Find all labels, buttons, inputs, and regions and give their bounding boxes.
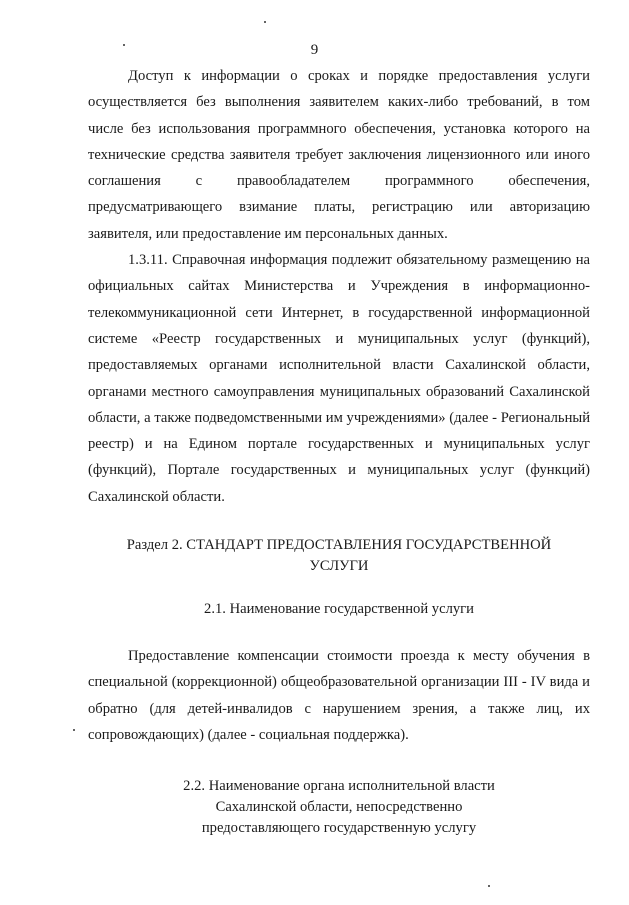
- scan-speck: [264, 21, 266, 23]
- page-number: 9: [310, 42, 319, 58]
- paragraph-access-info: Доступ к информации о сроках и порядке предоставления услуги осуществляется без выполнения заявителем каких-либо требований, в том числе без использования программного обеспечения, установка которого на технические средства заявителя требует заключения лицензионного или иного соглашения с правообладателем программного обеспечения, предусматривающего взимание платы, регистрацию или авторизацию заявителя, или предоставление им персональных данных.: [88, 68, 590, 242]
- section-2-heading: [88, 535, 590, 577]
- body-block-2: [88, 643, 590, 748]
- section-heading-line-1: Раздел 2. СТАНДАРТ ПРЕДОСТАВЛЕНИЯ ГОСУДАРСТВЕННОЙ: [126, 537, 552, 553]
- paragraph-1-3-11: 1.3.11. Справочная информация подлежит обязательному размещению на официальных сайтах Министерства и Учреждения в информационно-телекоммуникационной сети Интернет, в государственной информационной системе «Реестр государственных и муниципальных услуг (функций), предоставляемых органами исполнительной власти Сахалинской области, органами местного самоуправления муниципальных образований Сахалинской области, а также подведомственными им учреждениями» (далее - Региональный реестр) и на Едином портале государственных и муниципальных услуг (функций), Портале государственных и муниципальных услуг (функций) Сахалинской области.: [88, 252, 590, 505]
- scan-speck: [123, 44, 125, 46]
- subheading-2-1: 2.1. Наименование государственной услуги: [204, 601, 474, 617]
- subheading-2-2-line-3: предоставляющего государственную услугу: [201, 820, 477, 836]
- paragraph-service-name: Предоставление компенсации стоимости проезда к месту обучения в специальной (коррекционной) общеобразовательной организации III - IV вида и обратно (для детей-инвалидов с нарушением зрения, а также лиц, их сопровождающих) (далее - социальная поддержка).: [88, 648, 590, 743]
- subheading-2-2-line-1: 2.2. Наименование органа исполнительной власти: [183, 778, 495, 794]
- scan-speck: [73, 729, 75, 731]
- subheading-2-2-line-2: Сахалинской области, непосредственно: [215, 799, 463, 815]
- body-block-1: [88, 63, 590, 510]
- scan-speck: [488, 885, 490, 887]
- subheading-2-2: [88, 776, 590, 839]
- section-heading-line-2: УСЛУГИ: [309, 558, 369, 574]
